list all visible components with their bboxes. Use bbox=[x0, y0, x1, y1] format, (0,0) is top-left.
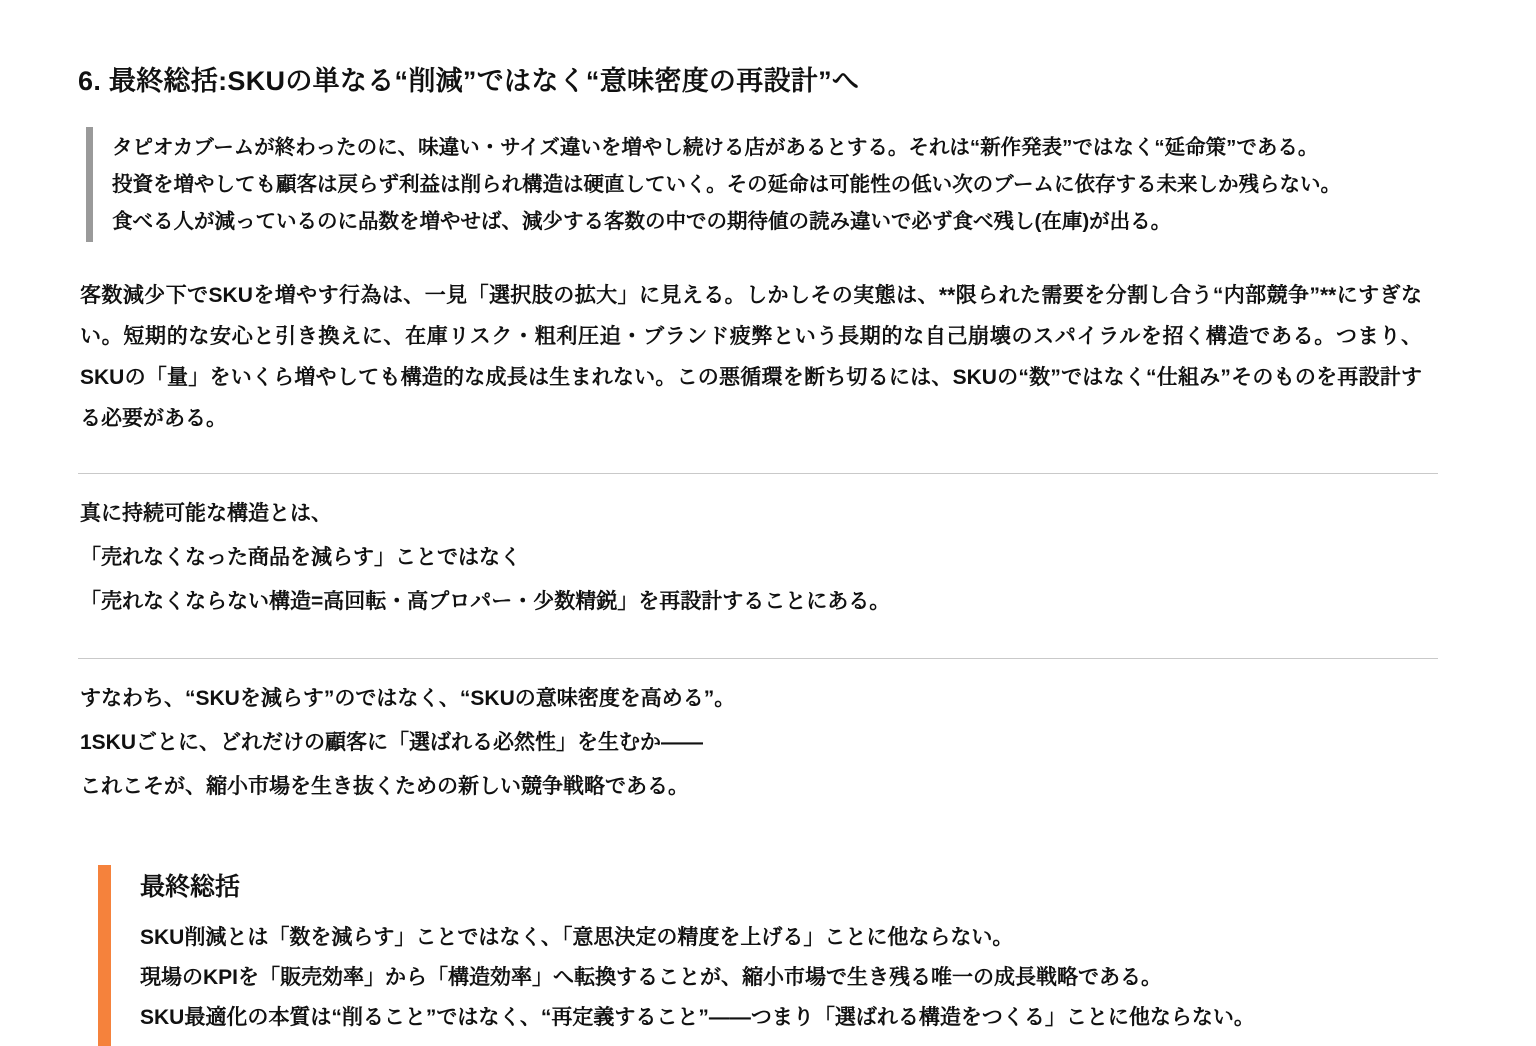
blockquote bbox=[86, 127, 1458, 242]
strategy-section bbox=[80, 677, 1458, 809]
section-line: 「売れなくならない構造=高回転・高プロパー・少数精鋭」を再設計することにある。 bbox=[80, 590, 891, 614]
section-line: すなわち、“SKUを減らす”のではなく、“SKUの意味密度を高める”。 bbox=[80, 687, 736, 711]
section-heading: 6. 最終総括:SKUの単なる“削減”ではなく“意味密度の再設計”へ bbox=[78, 66, 860, 96]
callout-title: 最終総括 bbox=[140, 873, 241, 902]
callout-line: 現場のKPIを「販売効率」から「構造効率」へ転換することが、縮小市場で生き残る唯一の成長戦略である。 bbox=[140, 965, 1163, 989]
callout-line: SKU削減とは「数を減らす」ことではなく、「意思決定の精度を上げる」ことに他ならない。 bbox=[140, 925, 1014, 949]
summary-callout bbox=[98, 865, 1458, 1046]
section-line: 「売れなくなった商品を減らす」ことではなく bbox=[80, 546, 521, 570]
quote-line: タピオカブームが終わったのに、味違い・サイズ違いを増やし続ける店があるとする。それは“新作発表”ではなく“延命策”である。 bbox=[112, 136, 1319, 160]
callout-line: SKU最適化の本質は“削ること”ではなく、“再定義すること”――つまり「選ばれる構造をつくる」ことに他ならない。 bbox=[140, 1005, 1255, 1029]
divider bbox=[78, 473, 1438, 474]
section-line: 1SKUごとに、どれだけの顧客に「選ばれる必然性」を生むか―― bbox=[80, 731, 704, 755]
quote-line: 投資を増やしても顧客は戻らず利益は削られ構造は硬直していく。その延命は可能性の低い次のブームに依存する未来しか残らない。 bbox=[112, 173, 1341, 197]
quote-line: 食べる人が減っているのに品数を増やせば、減少する客数の中での期待値の読み違いで必ず食べ残し(在庫)が出る。 bbox=[112, 210, 1172, 234]
section-line: これこそが、縮小市場を生き抜くための新しい競争戦略である。 bbox=[80, 775, 689, 799]
divider bbox=[78, 658, 1438, 659]
section-line: 真に持続可能な構造とは、 bbox=[80, 502, 332, 526]
body-paragraph: 客数減少下でSKUを増やす行為は、一見「選択肢の拡大」に見える。しかしその実態は、**限られた需要を分割し合う“内部競争”**にすぎない。短期的な安心と引き換えに、在庫リスク・粗利圧迫・ブランド疲弊という長期的な自己崩壊のスパイラルを招く構造である。つまり、SKUの「量」をいくら増やしても構造的な成長は生まれない。この悪循環を断ち切るには、SKUの“数”ではなく“仕組み”そのものを再設計する必要がある。 bbox=[80, 284, 1422, 431]
sustainable-structure-section bbox=[80, 492, 1458, 624]
